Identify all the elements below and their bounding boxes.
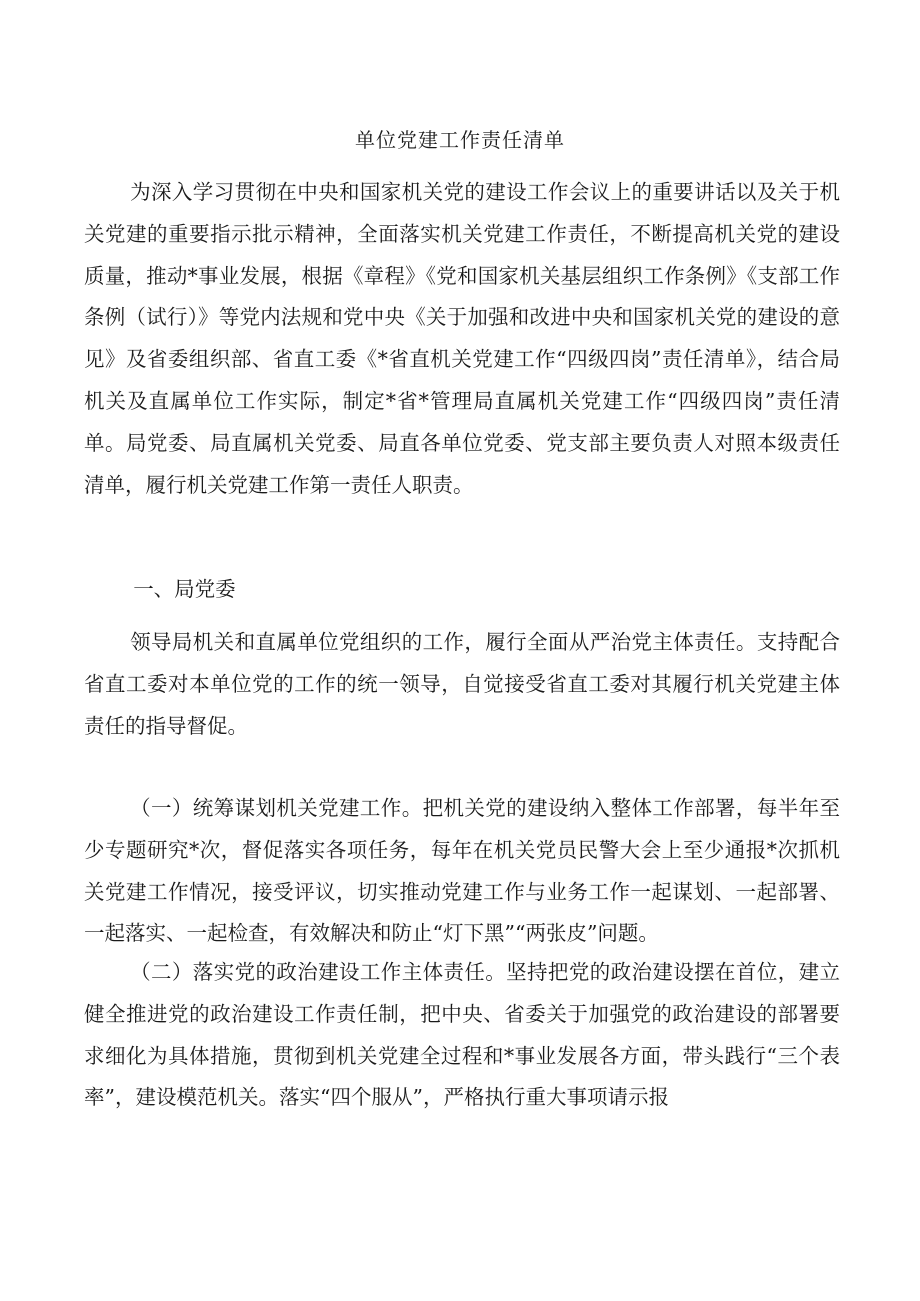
intro-paragraph: 为深入学习贯彻在中央和国家机关党的建设工作会议上的重要讲话以及关于机关党建的重要指示批示精神，全面落实机关党建工作责任，不断提高机关党的建设质量，推动*事业发展，根据《章程》《党和国家机关基层组织工作条例》《支部工作条例（试行）》等党内法规和党中央《关于加强和改进中央和国家机关党的建设的意见》及省委组织部、省直工委《*省直机关党建工作“四级四岗”责任清单》，结合局机关及直属单位工作实际，制定*省*管理局直属机关党建工作“四级四岗”责任清单。局党委、局直属机关党委、局直各单位党委、党支部主要负责人对照本级责任清单，履行机关党建工作第一责任人职责。: [84, 180, 840, 497]
section-paragraph: 领导局机关和直属单位党组织的工作，履行全面从严治党主体责任。支持配合省直工委对本单位党的工作的统一领导，自觉接受省直工委对其履行机关党建主体责任的指导督促。: [84, 630, 840, 738]
item-paragraph-2: （二）落实党的政治建设工作主体责任。坚持把党的政治建设摆在首位，建立健全推进党的政治建设工作责任制，把中央、省委关于加强党的政治建设的部署要求细化为具体措施，贯彻到机关党建全过程和*事业发展各方面，带头践行“三个表率”，建设模范机关。落实“四个服从”，严格执行重大事项请示报: [84, 960, 840, 1110]
section-heading: 一、局党委: [133, 577, 236, 601]
item-paragraph-1: （一）统筹谋划机关党建工作。把机关党的建设纳入整体工作部署，每半年至少专题研究*次，督促落实各项任务，每年在机关党员民警大会上至少通报*次抓机关党建工作情况，接受评议，切实推动党建工作与业务工作一起谋划、一起部署、一起落实、一起检查，有效解决和防止“灯下黑”“两张皮”问题。: [84, 796, 840, 946]
document-title: 单位党建工作责任清单: [355, 128, 565, 152]
